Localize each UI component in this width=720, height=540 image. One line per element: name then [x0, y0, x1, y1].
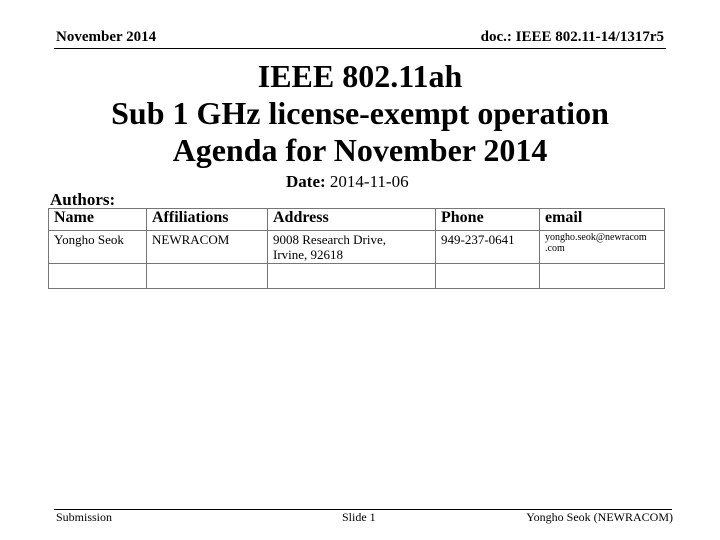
empty-cell — [436, 264, 540, 289]
table-row — [49, 231, 665, 264]
date-value: 2014-11-06 — [329, 172, 409, 191]
column-header-phone: Phone — [436, 209, 540, 231]
authors-table — [48, 208, 665, 289]
table-row-empty — [49, 264, 665, 289]
footer-author: Yongho Seok (NEWRACOM) — [526, 510, 673, 524]
address-line-2: Irvine, 92618 — [273, 247, 344, 262]
date-label: Date: — [286, 172, 326, 191]
column-header-email: email — [540, 209, 665, 231]
author-affiliation: NEWRACOM — [147, 231, 268, 264]
empty-cell — [268, 264, 436, 289]
slide-title — [0, 58, 720, 169]
empty-cell — [540, 264, 665, 289]
email-line-1: yongho.seok@newracom — [545, 232, 647, 243]
author-name: Yongho Seok — [49, 231, 147, 264]
title-line-2: Sub 1 GHz license-exempt operation — [111, 95, 609, 131]
author-phone: 949-237-0641 — [436, 231, 540, 264]
column-header-name: Name — [49, 209, 147, 231]
header-divider — [54, 48, 666, 49]
column-header-address: Address — [268, 209, 436, 231]
email-line-2: .com — [545, 243, 565, 254]
column-header-affiliations: Affiliations — [147, 209, 268, 231]
author-email — [540, 231, 665, 264]
footer-slide-number: Slide 1 — [342, 510, 376, 524]
header-date: November 2014 — [56, 29, 157, 45]
empty-cell — [147, 264, 268, 289]
header-doc-id: doc.: IEEE 802.11-14/1317r5 — [480, 29, 664, 45]
title-line-3: Agenda for November 2014 — [172, 132, 548, 168]
title-line-1: IEEE 802.11ah — [257, 58, 463, 94]
date-line — [286, 172, 409, 192]
address-line-1: 9008 Research Drive, — [273, 232, 386, 247]
empty-cell — [49, 264, 147, 289]
authors-label: Authors: — [50, 190, 116, 209]
author-address — [268, 231, 436, 264]
footer-submission: Submission — [56, 510, 113, 524]
authors-header-row — [49, 209, 665, 231]
